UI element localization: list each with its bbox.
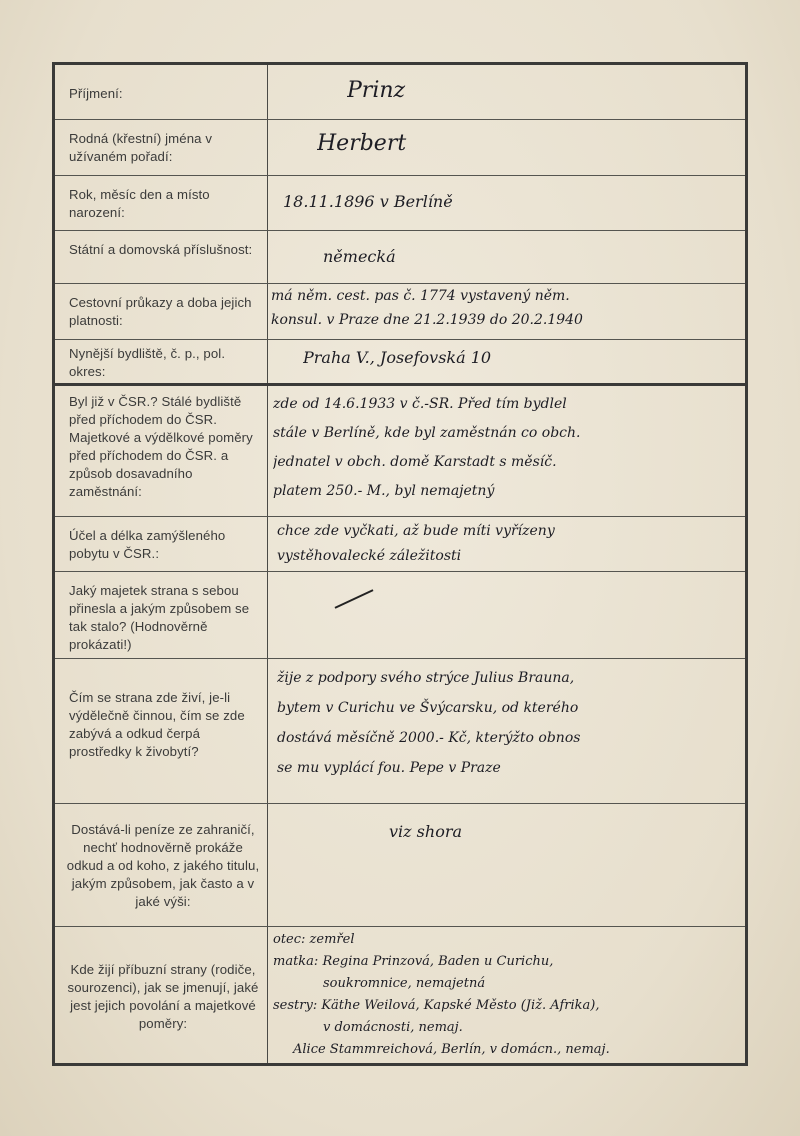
answer-surname xyxy=(347,77,800,105)
label-passports: Cestovní průkazy a doba jejich platnosti: xyxy=(69,295,252,328)
answer-relatives xyxy=(273,929,741,1061)
label-foreign-money: Dostává-li peníze ze zahraničí, nechť hodnověrně prokáže odkud a od koho, z jakého titulu, jakým způsobem, jak často a v jaké výši: xyxy=(66,822,260,909)
answer-line: soukromnice, nemajetná xyxy=(323,976,486,991)
row-residence xyxy=(55,340,745,386)
answer-foreign-money xyxy=(389,818,800,846)
answer-line: žije z podpory svého strýce Julius Brauna, xyxy=(277,670,575,686)
answer-line: stále v Berlíně, kde byl zaměstnán co obch. xyxy=(273,425,581,441)
answer-line: německá xyxy=(323,247,396,266)
answer-line: chce zde vyčkati, až bude míti vyřízeny xyxy=(277,523,555,539)
registration-form xyxy=(52,62,748,1066)
answer-line: matka: Regina Prinzová, Baden u Curichu, xyxy=(273,954,554,969)
answer-birth xyxy=(283,188,751,216)
label-birth: Rok, měsíc den a místo narození: xyxy=(69,187,210,220)
label-residence: Nynější bydliště, č. p., pol. okres: xyxy=(69,346,226,379)
answer-passports xyxy=(271,284,739,332)
answer-line: vystěhovalecké záležitosti xyxy=(277,548,462,564)
answer-line: otec: zemřel xyxy=(273,932,355,947)
row-birth xyxy=(55,176,745,231)
answer-line: Alice Stammreichová, Berlín, v domácn., nemaj. xyxy=(293,1042,610,1057)
answer-citizenship xyxy=(323,243,791,271)
answer-line: 18.11.1896 v Berlíně xyxy=(283,192,453,211)
answer-line: bytem v Curichu ve Švýcarsku, od kterého xyxy=(277,700,579,716)
answer-line: sestry: Käthe Weilová, Kapské Město (Již. Afrika), xyxy=(273,998,600,1013)
label-citizenship: Státní a domovská příslušnost: xyxy=(69,242,253,257)
row-living xyxy=(55,659,745,804)
answer-line: zde od 14.6.1933 v č.-SR. Před tím bydlel xyxy=(273,396,567,412)
answer-line: se mu vyplácí fou. Pepe v Praze xyxy=(277,760,501,776)
answer-given-names xyxy=(317,130,785,158)
row-passports xyxy=(55,284,745,340)
answer-line: konsul. v Praze dne 21.2.1939 do 20.2.1940 xyxy=(271,312,583,328)
answer-line: v domácnosti, nemaj. xyxy=(323,1020,463,1035)
row-citizenship xyxy=(55,231,745,284)
row-history xyxy=(55,386,745,517)
row-relatives xyxy=(55,927,745,1063)
answer-line: Praha V., Josefovská 10 xyxy=(303,348,492,367)
label-property: Jaký majetek strana s sebou přinesla a jakým způsobem se tak stalo? (Hodnověrně prokázati!) xyxy=(69,583,250,652)
answer-dash-mark xyxy=(335,589,374,609)
row-foreign-money xyxy=(55,804,745,927)
row-given-names xyxy=(55,120,745,176)
answer-line: viz shora xyxy=(389,822,463,841)
label-given-names: Rodná (křestní) jména v užívaném pořadí: xyxy=(69,131,213,164)
answer-line: Herbert xyxy=(317,131,407,156)
label-living: Čím se strana zde živí, je-li výdělečně činnou, čím se zde zabývá a odkud čerpá prostředky k živobytí? xyxy=(69,690,245,759)
answer-residence xyxy=(303,344,771,372)
label-history: Byl již v ČSR.? Stálé bydliště před příchodem do ČSR. Majetkové a výdělkové poměry před příchodem do ČSR. a způsob dosavadního zaměstnání: xyxy=(69,394,253,499)
label-surname: Příjmení: xyxy=(69,86,123,101)
answer-line: Prinz xyxy=(347,78,406,103)
answer-line: platem 250.- M., byl nemajetný xyxy=(273,483,495,499)
answer-line: jednatel v obch. domě Karstadt s měsíč. xyxy=(273,454,557,470)
label-relatives: Kde žijí příbuzní strany (rodiče, sourozenci), jak se jmenují, jaké jest jejich povolání a majetkové poměry: xyxy=(67,962,259,1031)
label-purpose: Účel a délka zamýšleného pobytu v ČSR.: xyxy=(69,528,226,561)
answer-line: dostává měsíčně 2000.- Kč, kterýžto obnos xyxy=(277,730,581,746)
answer-living xyxy=(277,663,745,783)
row-purpose xyxy=(55,517,745,572)
row-property xyxy=(55,572,745,659)
answer-purpose xyxy=(277,519,745,569)
answer-history xyxy=(273,390,741,506)
answer-line: má něm. cest. pas č. 1774 vystavený něm. xyxy=(271,288,570,304)
row-surname xyxy=(55,65,745,120)
